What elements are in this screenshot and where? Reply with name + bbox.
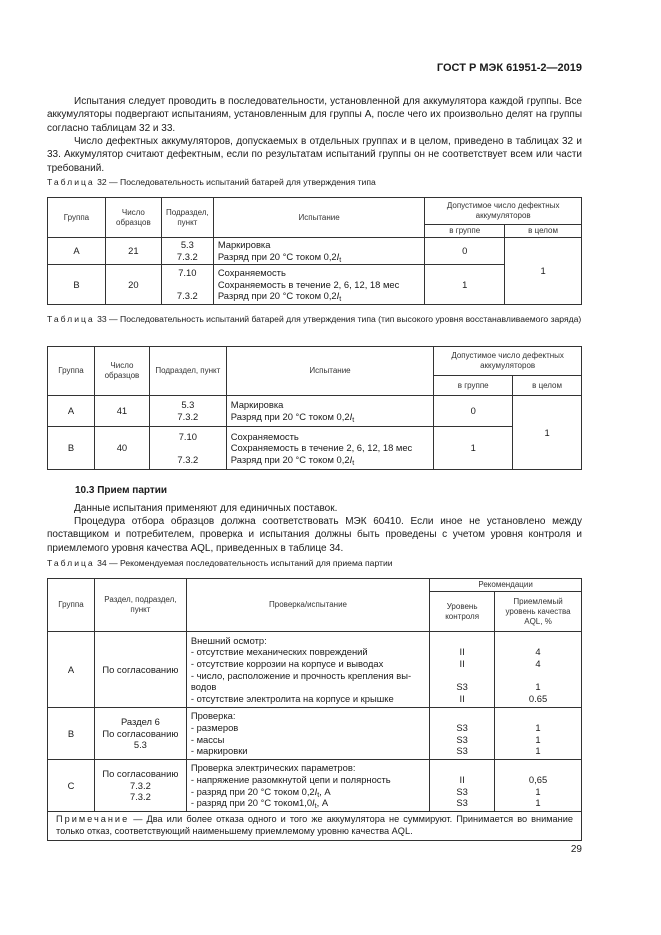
table-32 [47, 197, 582, 305]
col-header-in-group: в группе [434, 376, 513, 396]
table-33-caption [47, 314, 582, 326]
section-paragraph-1 [47, 502, 582, 515]
cell-in-group: 0 [434, 396, 513, 427]
cell-check: Проверка: - размеров - массы - маркировки [186, 708, 429, 760]
note-text: — Два или более отказа одного и того же аккумулятора не суммируют. Принимается во внимание только отказ, соответствующий наименьшему приемлемому уровню качества AQL. [56, 814, 573, 836]
cell-group: А [48, 396, 95, 427]
table-32-label: Таблица [47, 177, 95, 187]
cell-test: Сохраняемость Сохраняемость в течение 2, 6, 12, 18 мес Разряд при 20 °С током $0,2I_t$ [226, 427, 434, 470]
cell-aql: 4 4 1 0.65 [495, 632, 582, 708]
section-heading: 10.3 Прием партии [75, 485, 168, 496]
table-row [48, 427, 582, 470]
cell-check: Внешний осмотр: - отсутствие механических повреждений - отсутствие коррозии на корпусе и выводах - число, расположение и прочность крепления вы- водов - отсутствие электролита на корпусе и крышке [186, 632, 429, 708]
cell-subsection: 7.10 7.3.2 [149, 427, 226, 470]
col-header-test: Испытание [226, 347, 434, 396]
cell-subsection: 5.3 7.3.2 [149, 396, 226, 427]
col-header-group: Группа [48, 347, 95, 396]
cell-group: В [48, 708, 95, 760]
table-row [48, 708, 582, 760]
cell-test: Маркировка Разряд при 20 °С током $0,2I_t$ [226, 396, 434, 427]
note-label: Примечание [56, 814, 130, 824]
col-header-samples: Число образцов [94, 347, 149, 396]
cell-in-group: 1 [425, 265, 505, 305]
cell-level: S3 S3 S3 [430, 708, 495, 760]
cell-in-group: 0 [425, 238, 505, 265]
table-34 [47, 578, 582, 841]
cell-in-group: 1 [434, 427, 513, 470]
cell-aql: 1 1 1 [495, 708, 582, 760]
cell-samples: 41 [94, 396, 149, 427]
col-header-samples: Число образцов [105, 198, 161, 238]
col-header-section: Раздел, подраздел, пункт [94, 579, 186, 632]
col-header-group: Группа [48, 198, 106, 238]
table-row [48, 238, 582, 265]
cell-level: II II S3 II [430, 632, 495, 708]
section-paragraph-1-text: Данные испытания применяют для единичных поставок. [74, 503, 338, 514]
document-header: ГОСТ Р МЭК 61951-2—2019 [436, 62, 582, 74]
col-header-test: Испытание [213, 198, 424, 238]
cell-group: В [48, 427, 95, 470]
cell-subsection: 7.10 7.3.2 [161, 265, 213, 305]
cell-samples: 21 [105, 238, 161, 265]
table-34-label: Таблица [47, 558, 95, 568]
col-header-total: в целом [505, 225, 582, 238]
cell-test: Сохраняемость Сохраняемость в течение 2, 6, 12, 18 мес Разряд при 20 °С током $0,2I_t$ [213, 265, 424, 305]
cell-group: А [48, 632, 95, 708]
cell-total: 1 [513, 396, 582, 470]
intro-paragraph-1-text: Испытания следует проводить в последовательности, установленной для аккумулятора каждой группы. Все аккумуляторы подвергают испытаниям, установленным для группы А, после чего их произвольно делят на группы согласно таблицам 32 и 33. [47, 96, 582, 134]
col-header-defects: Допустимое число дефектных аккумуляторов [434, 347, 582, 376]
cell-test: Маркировка Разряд при 20 °С током $0,2I_t$ [213, 238, 424, 265]
cell-total: 1 [505, 238, 582, 305]
cell-section: По согласованию 7.3.2 7.3.2 [94, 760, 186, 812]
section-paragraph-2 [47, 515, 582, 555]
col-header-in-group: в группе [425, 225, 505, 238]
table-32-title: 32 — Последовательность испытаний батарей для утверждения типа [97, 177, 376, 187]
col-header-subsection: Подраздел, пункт [161, 198, 213, 238]
intro-paragraph-1 [47, 95, 582, 135]
table-row [48, 760, 582, 812]
table-32-caption [47, 177, 582, 189]
intro-paragraph-2 [47, 135, 582, 175]
cell-group: В [48, 265, 106, 305]
col-header-aql: Приемлемый уровень качества AQL, % [495, 592, 582, 632]
cell-group: А [48, 238, 106, 265]
table-row [48, 632, 582, 708]
cell-samples: 20 [105, 265, 161, 305]
table-row [48, 396, 582, 427]
table-34-caption [47, 558, 582, 570]
col-header-group: Группа [48, 579, 95, 632]
cell-aql: 0,65 1 1 [495, 760, 582, 812]
table-33-title: 33 — Последовательность испытаний батарей для утверждения типа (тип высокого уровня восстанавливаемого заряда) [97, 314, 582, 324]
col-header-defects: Допустимое число дефектных аккумуляторов [425, 198, 582, 225]
table-note-row [48, 812, 582, 841]
col-header-recommendations: Рекомендации [430, 579, 582, 592]
cell-samples: 40 [94, 427, 149, 470]
table-33 [47, 346, 582, 470]
col-header-level: Уровень контроля [430, 592, 495, 632]
table-34-title: 34 — Рекомендуемая последовательность испытаний для приема партии [97, 558, 393, 568]
col-header-subsection: Подраздел, пункт [149, 347, 226, 396]
table-33-label: Таблица [47, 314, 95, 324]
cell-group: С [48, 760, 95, 812]
cell-subsection: 5.3 7.3.2 [161, 238, 213, 265]
cell-section: По согласованию [94, 632, 186, 708]
cell-level: II S3 S3 [430, 760, 495, 812]
cell-check: Проверка электрических параметров: - напряжение разомкнутой цепи и полярность - разряд при 20 °С током $0,2I_t$, А - разряд при 20 °С $током1,0I_t$, А [186, 760, 429, 812]
table-row [48, 265, 582, 305]
intro-paragraph-2-text: Число дефектных аккумуляторов, допускаемых в отдельных группах и в целом, приведено в таблицах 32 и 33. Аккумулятор считают дефектным, если по результатам испытаний группы он не соответствует всем или части требований. [47, 136, 582, 174]
col-header-check: Проверка/испытание [186, 579, 429, 632]
section-paragraph-2-text: Процедура отбора образцов должна соответствовать МЭК 60410. Если иное не установлено между поставщиком и потребителем, проверка и испытания должны быть проведены с учетом уровня контроля и приемлемого уровня качества AQL, приведенных в таблице 34. [47, 516, 582, 554]
table-note [48, 812, 582, 841]
cell-section: Раздел 6 По согласованию 5.3 [94, 708, 186, 760]
page-number: 29 [570, 844, 582, 855]
col-header-total: в целом [513, 376, 582, 396]
